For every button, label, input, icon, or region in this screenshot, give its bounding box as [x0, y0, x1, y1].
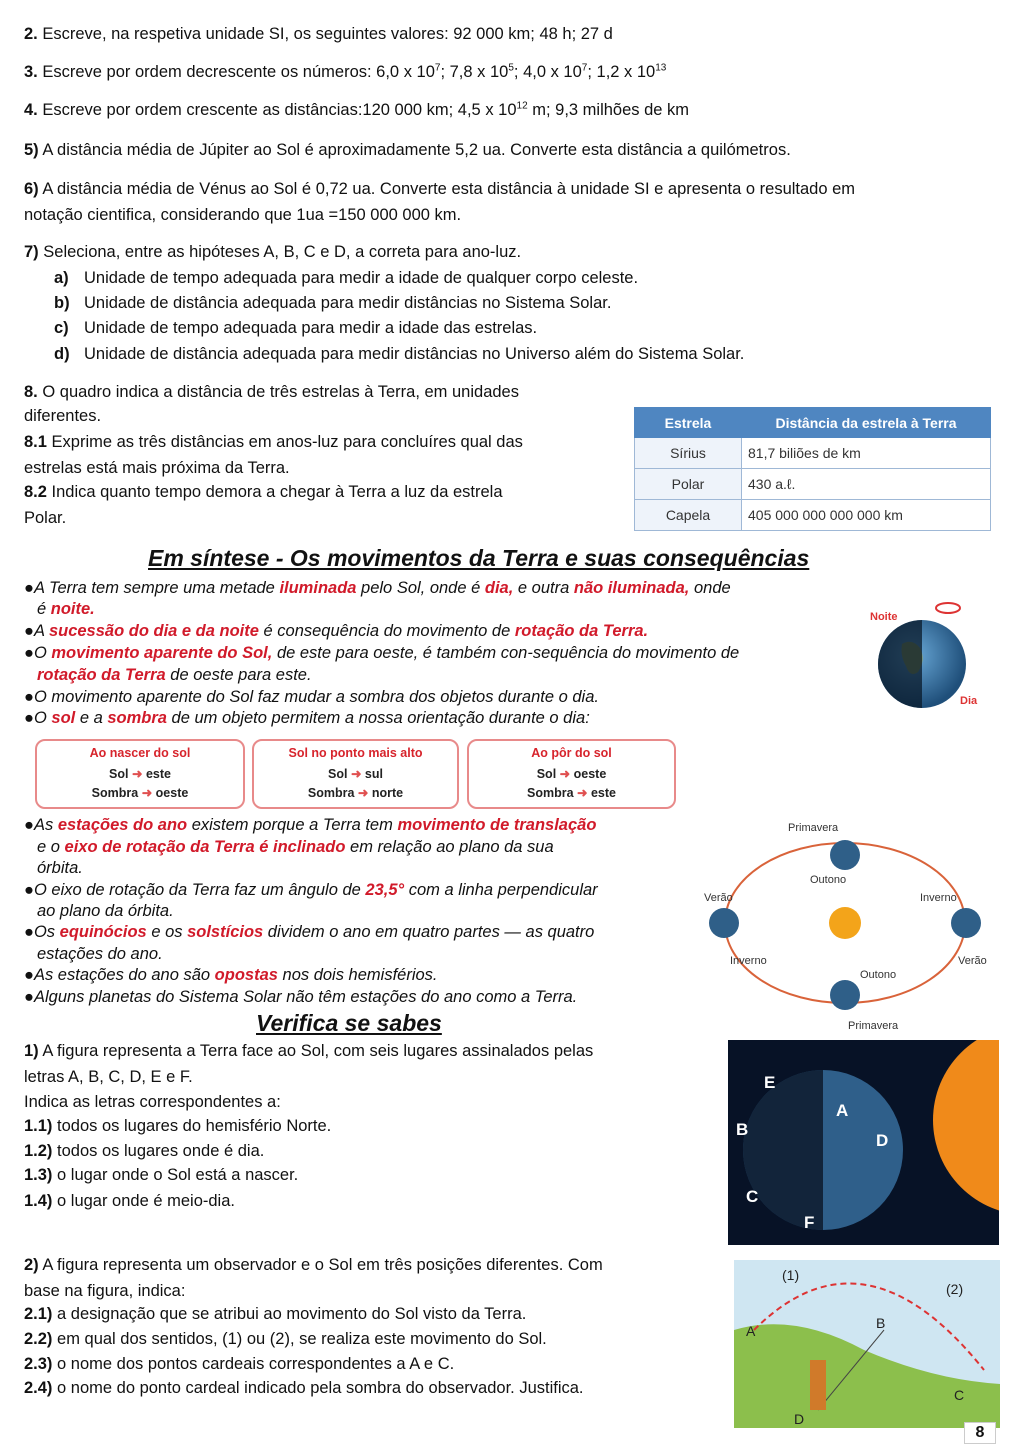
option-a: a) Unidade de tempo adequada para medir a idade de qualquer corpo celeste.	[54, 269, 639, 287]
table-row	[635, 469, 991, 500]
rotation-arrow-icon	[936, 603, 960, 613]
question-6-line2: notação cientifica, considerando que 1ua =150 000 000 km.	[24, 206, 462, 224]
synthesis-bullet-3: ●O movimento aparente do Sol, de este para oeste, é também con-sequência do movimento de	[24, 644, 740, 662]
synthesis-bullet-7-cont: ao plano da órbita.	[37, 902, 174, 920]
table-header: Distância da estrela à Terra	[742, 408, 991, 438]
verify-q2-4: 2.4) o nome do ponto cardeal indicado pela sombra do observador. Justifica.	[24, 1379, 584, 1397]
synthesis-bullet-9: ●As estações do ano são opostas nos dois hemisférios.	[24, 966, 438, 984]
table-cell: 81,7 biliões de km	[742, 438, 991, 469]
question-8: 8. O quadro indica a distância de três estrelas à Terra, em unidades	[24, 383, 519, 401]
point-label-c: C	[954, 1387, 965, 1403]
sun-box-sol-row: Sol ➜ sul	[328, 767, 383, 781]
place-label-f: F	[804, 1213, 815, 1232]
arrow-right-icon: ➜	[350, 767, 362, 781]
seasons-orbit-figure	[700, 815, 1000, 1035]
label-primavera-bottom: Primavera	[848, 1020, 899, 1032]
night-label: Noite	[870, 611, 898, 623]
verify-q2-3: 2.3) o nome dos pontos cardeais correspondentes a A e C.	[24, 1355, 455, 1373]
earth-right	[951, 908, 981, 938]
observer-figure	[810, 1360, 826, 1410]
arrow-right-icon: ➜	[577, 786, 588, 800]
point-label-a: A	[746, 1323, 756, 1339]
place-label-a: A	[836, 1101, 849, 1120]
question-8-1-line2: estrelas está mais próxima da Terra.	[24, 459, 290, 477]
observer-sun-path-figure	[734, 1260, 1000, 1428]
label-outono-bottom: Outono	[860, 969, 897, 981]
verify-q1-line3: Indica as letras correspondentes a:	[24, 1093, 281, 1111]
synthesis-bullet-8-cont: estações do ano.	[37, 945, 163, 963]
question-8-2: 8.2 Indica quanto tempo demora a chegar à Terra a luz da estrela	[24, 483, 503, 501]
synthesis-bullet-1: ●A Terra tem sempre uma metade iluminada pelo Sol, onde é dia, e outra não iluminada, onde	[24, 579, 731, 597]
verify-q1-4: 1.4) o lugar onde é meio-dia.	[24, 1192, 235, 1210]
synthesis-bullet-3-cont: rotação da Terra de oeste para este.	[37, 666, 312, 684]
synthesis-bullet-6-cont2: órbita.	[37, 859, 83, 877]
label-inverno-bottom: Inverno	[730, 955, 767, 967]
place-label-c: C	[746, 1187, 759, 1206]
question-4: 4. Escreve por ordem crescente as distâncias:120 000 km; 4,5 x $10^{12}$ m; 9,3 milhões de km	[24, 100, 690, 119]
point-label-b: B	[876, 1315, 886, 1331]
label-outono-top: Outono	[810, 874, 847, 886]
sun-box-shadow-row: Sombra ➜ norte	[307, 786, 404, 800]
question-6: 6) A distância média de Vénus ao Sol é 0,72 ua. Converte esta distância à unidade SI e apresenta o resultado em	[24, 180, 856, 198]
label-verao-left: Verão	[704, 892, 733, 904]
synthesis-bullet-7: ●O eixo de rotação da Terra faz um ângulo de 23,5° com a linha perpendicular	[24, 881, 598, 899]
place-label-b: B	[736, 1120, 749, 1139]
verify-q1-2: 1.2) todos os lugares onde é dia.	[24, 1142, 265, 1160]
star-distance-table	[634, 407, 991, 531]
question-3: 3. Escreve por ordem decrescente os números: 6,0 x $10^7$; 7,8 x $10^5$; 4,0 x $10^7$; 1,2 x $10^{13}$	[24, 62, 667, 81]
question-8-2-line2: Polar.	[24, 509, 67, 527]
table-cell: 405 000 000 000 000 km	[742, 500, 991, 531]
table-cell: Sírius	[635, 438, 742, 469]
day-label: Dia	[960, 695, 978, 707]
sun-box-noon	[252, 739, 459, 809]
synthesis-bullet-5: ●O sol e a sombra de um objeto permitem a nossa orientação durante o dia:	[24, 709, 590, 727]
sun-box-title: Sol no ponto mais alto	[288, 746, 423, 760]
verify-q2-1: 2.1) a designação que se atribui ao movimento do Sol visto da Terra.	[24, 1305, 527, 1323]
option-c: c) Unidade de tempo adequada para medir a idade das estrelas.	[54, 319, 538, 337]
place-label-e: E	[764, 1073, 776, 1092]
point-label-d: D	[794, 1411, 805, 1427]
arrow-right-icon: ➜	[131, 767, 143, 781]
direction-label-1: (1)	[782, 1267, 800, 1283]
question-2: 2. Escreve, na respetiva unidade SI, os seguintes valores: 92 000 km; 48 h; 27 d	[24, 25, 613, 43]
table-cell: Capela	[635, 500, 742, 531]
arrow-right-icon: ➜	[559, 767, 571, 781]
table-cell: 430 a.ℓ.	[742, 469, 991, 500]
label-primavera-top: Primavera	[788, 822, 839, 834]
synthesis-bullet-1-cont: é noite.	[37, 600, 95, 618]
earth-sun-places-figure	[728, 1040, 999, 1245]
earth-top	[830, 840, 860, 870]
verify-q2-2: 2.2) em qual dos sentidos, (1) ou (2), se realiza este movimento do Sol.	[24, 1330, 547, 1348]
synthesis-bullet-10: ●Alguns planetas do Sistema Solar não têm estações do ano como a Terra.	[24, 988, 578, 1006]
earth-bottom	[830, 980, 860, 1010]
table-row	[635, 438, 991, 469]
sun-box-title: Ao pôr do sol	[531, 746, 612, 760]
sun-icon	[829, 907, 861, 939]
synthesis-bullet-6: ●As estações do ano existem porque a Terra tem movimento de translação	[24, 816, 597, 834]
synthesis-bullet-6-cont: e o eixo de rotação da Terra é inclinado em relação ao plano da sua	[37, 838, 554, 856]
night-shade	[878, 620, 922, 708]
place-label-d: D	[876, 1131, 889, 1150]
synthesis-heading: Em síntese - Os movimentos da Terra e suas consequências	[148, 545, 810, 571]
verify-q1-3: 1.3) o lugar onde o Sol está a nascer.	[24, 1166, 299, 1184]
sun-box-shadow-row: Sombra ➜ este	[526, 786, 617, 800]
option-b: b) Unidade de distância adequada para medir distâncias no Sistema Solar.	[54, 294, 612, 312]
verify-q1: 1) A figura representa a Terra face ao Sol, com seis lugares assinalados pelas	[24, 1042, 594, 1060]
verify-heading: Verifica se sabes	[256, 1010, 442, 1036]
synthesis-bullet-4: ●O movimento aparente do Sol faz mudar a sombra dos objetos durante o dia.	[24, 688, 599, 706]
verify-q1-line2: letras A, B, C, D, E e F.	[24, 1068, 193, 1086]
sun-box-sol-row: Sol ➜ este	[109, 767, 171, 781]
earth-day-night-figure	[862, 598, 982, 718]
synthesis-bullet-8: ●Os equinócios e os solstícios dividem o ano em quatro partes — as quatro	[24, 923, 595, 941]
earth-left	[709, 908, 739, 938]
sun-box-shadow-row: Sombra ➜ oeste	[91, 786, 189, 800]
question-7: 7) Seleciona, entre as hipóteses A, B, C e D, a correta para ano-luz.	[24, 243, 522, 261]
question-8-1: 8.1 Exprime as três distâncias em anos-luz para concluíres qual das	[24, 433, 523, 451]
label-inverno-top: Inverno	[920, 892, 957, 904]
direction-label-2: (2)	[946, 1281, 964, 1297]
arrow-right-icon: ➜	[141, 786, 153, 800]
table-cell: Polar	[635, 469, 742, 500]
question-8-line2: diferentes.	[24, 407, 102, 425]
sun-box-sol-row: Sol ➜ oeste	[536, 767, 607, 781]
sun-box-sunset	[467, 739, 676, 809]
sun-box-title: Ao nascer do sol	[89, 746, 191, 760]
label-verao-right: Verão	[958, 955, 987, 967]
table-header: Estrela	[635, 408, 742, 438]
synthesis-bullet-2: ●A sucessão do dia e da noite é consequência do movimento de rotação da Terra.	[24, 622, 649, 640]
table-row	[635, 500, 991, 531]
table-header-row	[635, 408, 991, 438]
question-5: 5) A distância média de Júpiter ao Sol é aproximadamente 5,2 ua. Converte esta distância a quilómetros.	[24, 141, 791, 159]
sun-box-sunrise	[35, 739, 245, 809]
page-number: 8	[964, 1422, 996, 1444]
arrow-right-icon: ➜	[357, 786, 369, 800]
verify-q1-1: 1.1) todos os lugares do hemisfério Norte.	[24, 1117, 332, 1135]
verify-q2-line2: base na figura, indica:	[24, 1282, 186, 1300]
option-d: d) Unidade de distância adequada para medir distâncias no Universo além do Sistema Solar.	[54, 345, 745, 363]
verify-q2: 2) A figura representa um observador e o Sol em três posições diferentes. Com	[24, 1256, 603, 1274]
